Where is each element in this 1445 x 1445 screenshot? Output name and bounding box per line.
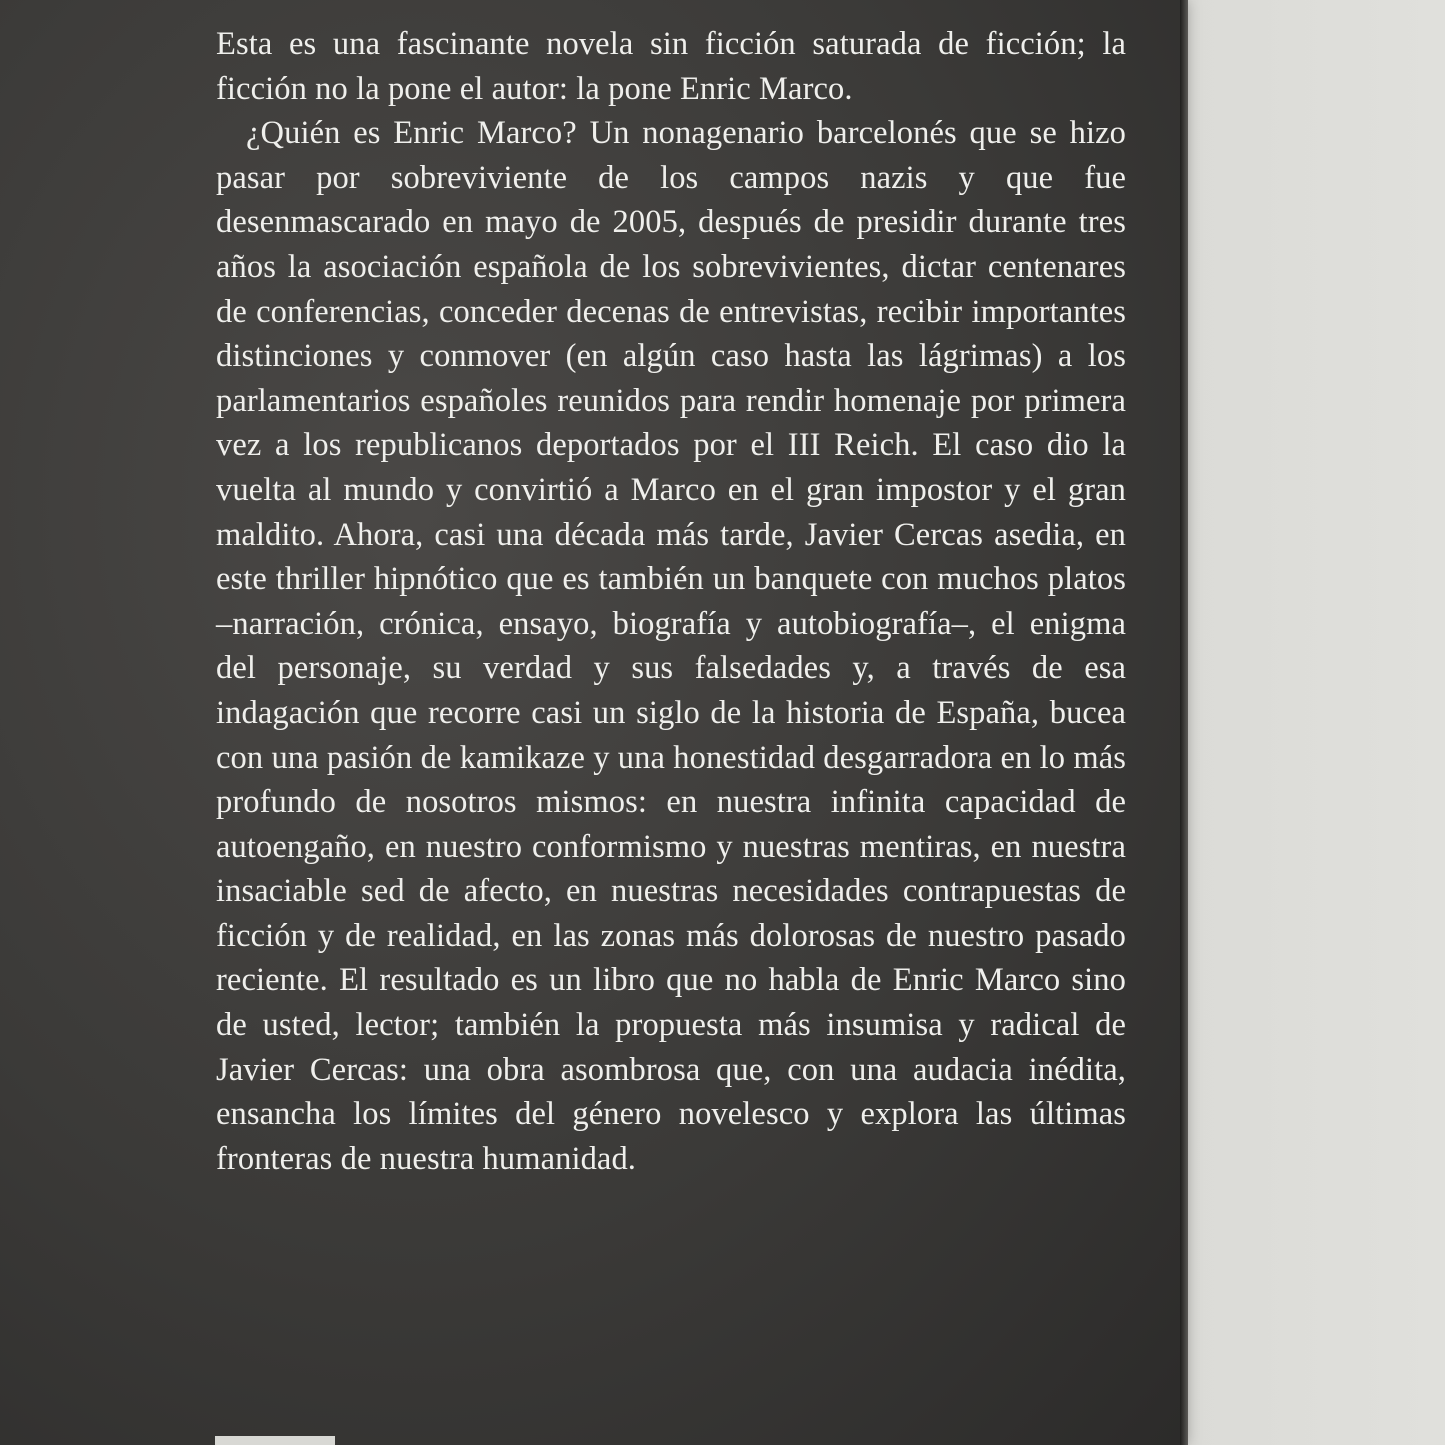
blurb-paragraph-2: ¿Quién es Enric Marco? Un nonagenario barcelonés que se hizo pasar por sobreviviente de los campos nazis y que fue desenmascarado en mayo de 2005, después de presidir durante tres años la asociación española de los sobrevivientes, dictar centenares de conferencias, conceder decenas de entrevistas, recibir importantes distinciones y conmover (en algún caso hasta las lágrimas) a los parlamentarios españoles reunidos para rendir homenaje por primera vez a los republicanos deportados por el III Reich. El caso dio la vuelta al mundo y convirtió a Marco en el gran impostor y el gran maldito. Ahora, casi una década más tarde, Javier Cercas asedia, en este thriller hipnótico que es también un banquete con muchos platos –narración, crónica, ensayo, biografía y autobiografía–, el enigma del personaje, su verdad y sus falsedades y, a través de esa indagación que recorre casi un siglo de la historia de España, bucea con una pasión de kamikaze y una honestidad desgarradora en lo más profundo de nosotros mismos: en nuestra infinita capacidad de autoengaño, en nuestro conformismo y nuestras mentiras, en nuestra insaciable sed de afecto, en nuestras necesidades contrapuestas de ficción y de realidad, en las zonas más dolorosas de nuestro pasado reciente. El resultado es un libro que no habla de Enric Marco sino de usted, lector; también la propuesta más insumisa y radical de Javier Cercas: una obra asombrosa que, con una audacia inédita, ensancha los límites del género novelesco y explora las últimas fronteras de nuestra humanidad. xyxy=(216,115,1126,1177)
blurb-paragraph-1: Esta es una fascinante novela sin ficción saturada de ficción; la ficción no la pone el autor: la pone Enric Marco. xyxy=(216,26,1126,107)
book-edge xyxy=(1180,0,1188,1445)
barcode-label-edge xyxy=(215,1436,335,1445)
back-cover-blurb xyxy=(216,22,1126,1181)
